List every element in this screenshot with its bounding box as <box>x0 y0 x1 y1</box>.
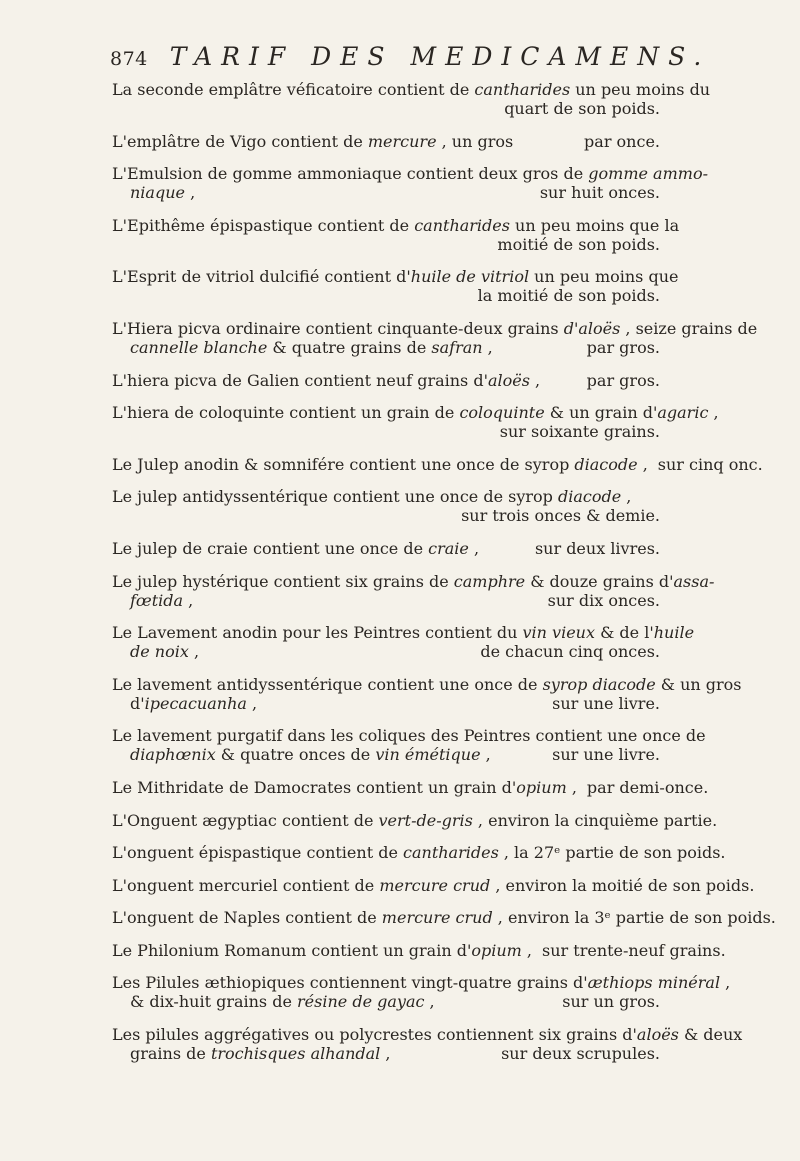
entry-italic-term: diacode <box>574 454 638 474</box>
tariff-entry <box>112 940 726 960</box>
entry-line-left <box>112 623 694 642</box>
entry-line <box>112 810 718 830</box>
tariff-entry <box>112 267 679 306</box>
entry-line <box>112 623 695 643</box>
entry-line-left <box>130 694 257 713</box>
entry-line <box>112 1025 743 1045</box>
entry-text: un peu moins que <box>529 267 679 287</box>
entry-line-left <box>130 642 199 661</box>
entry-line <box>112 215 680 235</box>
entry-italic-term: trochisques alhandal <box>210 1044 381 1064</box>
entry-italic-term: camphre <box>453 571 526 591</box>
tariff-entry <box>112 80 711 118</box>
entry-line-left <box>112 941 532 960</box>
entry-line-right: de chacun cinq onces. <box>480 642 660 662</box>
entry-italic-term: opium <box>471 940 522 960</box>
entry-text: , environ la 3ᵉ partie de son poids. <box>492 908 776 928</box>
entry-line <box>112 132 660 151</box>
entry-text: & quatre grains de <box>267 337 432 357</box>
entry-italic-term: cantharides <box>403 843 499 863</box>
entry-line-right: moitié de son poids. <box>497 234 660 254</box>
entry-italic-term: opium <box>516 777 567 797</box>
entry-italic-term: mercure <box>367 131 437 151</box>
entry-line-right: sur dix onces. <box>547 590 660 610</box>
entry-line <box>112 267 679 287</box>
entry-line <box>112 1044 660 1063</box>
entry-text: , environ la cinquième partie. <box>472 810 718 830</box>
entry-line-left <box>112 778 577 797</box>
entry-line-left <box>112 726 706 745</box>
entry-text: L'emplâtre de Vigo contient de <box>112 131 368 151</box>
entry-italic-term: huile de vitriol <box>410 267 530 287</box>
entry-line <box>112 286 660 305</box>
entry-line <box>112 973 731 993</box>
entry-text: L'onguent mercuriel contient de <box>112 875 380 895</box>
entry-text: , <box>468 538 480 558</box>
entry-line-left <box>112 371 540 390</box>
entry-line-right: sur cinq onc. <box>657 454 763 474</box>
entry-italic-term: d'aloës <box>563 318 621 338</box>
entry-text: & dix-huit grains de <box>130 992 298 1012</box>
entry-line-left <box>112 216 679 235</box>
tariff-entry <box>112 164 708 203</box>
entry-text: La seconde emplâtre véficatoire contient de <box>112 80 475 99</box>
entry-line <box>112 843 726 863</box>
entry-text: L'Esprit de vitriol dulcifié contient d' <box>112 267 411 287</box>
entry-text: , <box>183 590 194 610</box>
entry-text: Les pilules aggrégatives ou polycrestes contiennent six grains d' <box>112 1025 637 1045</box>
entry-line <box>112 235 660 254</box>
tariff-entry <box>112 908 776 928</box>
entry-text: Le julep antidyssentérique contient une once de syrop <box>112 487 558 507</box>
entry-text: L'hiera de coloquinte contient un grain de <box>112 403 460 423</box>
entry-line-left <box>130 745 491 764</box>
entry-italic-term: cantharides <box>414 215 510 235</box>
entry-line-right: sur une livre. <box>552 745 660 765</box>
entry-text: L'Onguent ægyptiac contient de <box>112 810 379 830</box>
entry-line-right: la moitié de son poids. <box>477 286 660 306</box>
tariff-entry <box>112 571 715 610</box>
entry-line-left <box>112 487 631 506</box>
entry-text: Le lavement antidyssentérique contient une once de <box>112 674 543 694</box>
entry-text: , <box>720 973 731 993</box>
page-header <box>110 42 711 76</box>
entry-italic-term: agaric <box>657 403 709 423</box>
entry-line <box>112 371 660 390</box>
entry-italic-term: syrop diacode <box>542 674 656 694</box>
entry-text: & de l' <box>594 623 654 643</box>
entry-text: & un gros <box>655 674 742 694</box>
entry-line-right: sur une livre. <box>552 693 660 713</box>
entry-line-left <box>112 132 513 151</box>
tariff-entry <box>112 371 660 390</box>
entry-line <box>112 777 709 797</box>
entry-line <box>112 183 660 202</box>
entry-text: Le lavement purgatif dans les coliques des Peintres contient une once de <box>112 726 706 746</box>
entry-italic-term: craie <box>428 538 469 558</box>
entry-text: , seize grains de <box>620 318 758 338</box>
entry-italic-term: vin émétique <box>375 745 481 765</box>
entry-text: , environ la moitié de son poids. <box>490 875 755 895</box>
tariff-entry <box>112 403 719 442</box>
entry-italic-term: cannelle blanche <box>130 337 268 357</box>
entry-text: Le Philonium Romanum contient un grain d' <box>112 940 472 960</box>
tariff-entry <box>112 539 660 558</box>
entry-line-left <box>112 811 717 830</box>
entry-text: , <box>482 337 493 357</box>
tariff-entry <box>112 215 680 254</box>
entry-text: L'Epithême épispastique contient de <box>112 215 415 235</box>
entry-line-left <box>112 80 710 99</box>
tariff-entry <box>112 843 726 863</box>
entry-line <box>112 726 706 746</box>
entry-line-left <box>112 267 678 286</box>
entry-line-left <box>130 338 493 357</box>
tariff-entry <box>112 726 706 765</box>
entry-line <box>112 745 660 764</box>
entry-line-right: sur deux livres. <box>534 538 660 558</box>
entry-line <box>112 940 726 960</box>
entry-text: , <box>184 183 196 203</box>
entry-line-right: sur deux scrupules. <box>501 1044 660 1064</box>
entry-line <box>112 539 660 558</box>
entry-line <box>112 591 660 610</box>
tariff-entry <box>112 318 758 357</box>
entry-italic-term: niaque <box>130 183 185 203</box>
tariff-entry <box>112 777 709 797</box>
entry-line <box>112 694 660 713</box>
entry-text: Le julep de craie contient une once de <box>112 538 429 558</box>
entry-line-right: par demi-once. <box>586 777 709 797</box>
entry-italic-term: diacode <box>558 487 622 507</box>
entry-line <box>112 422 660 441</box>
entry-italic-term: mercure crud <box>379 875 491 895</box>
entry-line <box>112 403 719 423</box>
entry-text: L'onguent épispastique contient de <box>112 843 404 863</box>
entry-line-right: sur un gros. <box>562 992 660 1012</box>
entry-italic-term: diaphœnix <box>130 745 216 765</box>
entry-line-right: sur huit onces. <box>539 183 660 203</box>
entry-line-right: sur trente-neuf grains. <box>542 940 726 960</box>
entry-line-left <box>112 455 648 474</box>
tariff-entry <box>112 487 660 525</box>
entry-line-left <box>112 539 479 558</box>
entry-line <box>112 506 660 525</box>
entry-italic-term: mercure crud <box>381 908 493 928</box>
entry-line <box>112 571 715 591</box>
entry-line <box>112 80 711 99</box>
entry-text: , <box>529 370 541 390</box>
tariff-entry <box>112 132 660 151</box>
entry-line <box>112 875 755 895</box>
entry-line-left <box>112 572 714 591</box>
entry-text: un peu moins du <box>570 80 711 99</box>
entry-line-left <box>112 1025 742 1044</box>
entry-line <box>112 318 758 338</box>
entry-line-left <box>112 164 708 183</box>
entry-line-left <box>112 403 719 422</box>
tariff-entry <box>112 674 742 713</box>
entry-line-left <box>130 1044 390 1063</box>
entry-line <box>112 992 660 1011</box>
entry-text: , un gros <box>436 131 514 151</box>
entry-text: & quatre onces de <box>215 745 376 765</box>
entry-italic-term: aloës <box>636 1025 679 1045</box>
entry-text: , <box>566 777 577 797</box>
entry-italic-term: safran <box>431 337 483 357</box>
entry-text: & deux <box>678 1025 743 1045</box>
entry-text: L'onguent de Naples contient de <box>112 908 382 928</box>
entry-line-left <box>112 973 730 992</box>
entry-text: L'hiera picva de Galien contient neuf grains d' <box>112 370 488 390</box>
entry-line-right: sur trois onces & demie. <box>461 506 660 526</box>
entry-text: un peu moins que la <box>509 215 680 235</box>
entry-italic-term: assa- <box>673 571 715 591</box>
entry-text: & un grain d' <box>544 403 658 423</box>
entry-line-left <box>130 591 193 610</box>
entry-text: , la 27ᵉ partie de son poids. <box>498 843 726 863</box>
entry-text: , <box>708 403 719 423</box>
entry-line-left <box>112 876 754 895</box>
entry-italic-term: vert-de-gris <box>378 810 473 830</box>
entry-text: , <box>380 1044 391 1064</box>
entry-line-left <box>112 843 726 862</box>
entry-line <box>112 487 660 506</box>
entry-italic-term: aloës <box>488 370 530 390</box>
entry-line <box>112 674 742 694</box>
entry-line-left <box>130 992 435 1011</box>
entry-line <box>112 338 660 357</box>
entry-text: grains de <box>130 1044 211 1064</box>
entry-text: , <box>637 454 648 474</box>
entry-line-right: par gros. <box>586 370 660 390</box>
entry-italic-term: cantharides <box>474 80 571 99</box>
entry-text: L'Hiera picva ordinaire contient cinquante-deux grains <box>112 318 564 338</box>
entry-text: L'Emulsion de gomme ammoniaque contient deux gros de <box>112 164 589 184</box>
entry-italic-term: fœtida <box>130 590 184 610</box>
entry-italic-term: æthiops minéral <box>587 973 721 993</box>
entry-italic-term: ipecacuanha <box>144 693 247 713</box>
entry-line-right: par once. <box>584 131 660 151</box>
page-number: 874 <box>110 48 148 70</box>
entry-line-right: par gros. <box>586 337 660 357</box>
entry-line-left <box>112 908 776 927</box>
entry-line-left <box>130 183 195 202</box>
entry-text: d' <box>130 693 145 713</box>
entry-text: Le Julep anodin & somnifére contient une once de syrop <box>112 454 575 474</box>
entry-line-left <box>112 675 742 694</box>
entry-text: , <box>246 693 258 713</box>
entry-text: Le julep hystérique contient six grains de <box>112 571 454 591</box>
entry-line <box>112 642 660 661</box>
entry-text: Le Lavement anodin pour les Peintres contient du <box>112 623 523 643</box>
entry-italic-term: résine de gayac <box>297 992 425 1012</box>
entry-text: , <box>480 745 491 765</box>
entry-line-right: quart de son poids. <box>504 99 660 118</box>
entry-line <box>112 99 660 118</box>
entry-italic-term: gomme ammo- <box>588 164 708 184</box>
entry-text: Le Mithridate de Damocrates contient un grain d' <box>112 777 517 797</box>
entry-line <box>112 454 763 474</box>
entry-line <box>112 164 708 184</box>
entry-text: , <box>521 940 533 960</box>
entry-italic-term: de noix <box>130 642 189 662</box>
entry-text: , <box>621 487 632 507</box>
tariff-entry <box>112 623 695 662</box>
entry-line-left <box>112 319 757 338</box>
running-title: TARIF DES MEDICAMENS. <box>169 42 711 71</box>
entry-italic-term: vin vieux <box>522 623 595 643</box>
tariff-entries <box>112 80 776 1077</box>
entry-text: Les Pilules æthiopiques contiennent vingt-quatre grains d' <box>112 973 588 993</box>
entry-line-right: sur soixante grains. <box>499 422 660 442</box>
tariff-entry <box>112 810 718 830</box>
tariff-entry <box>112 973 731 1012</box>
tariff-entry <box>112 454 763 474</box>
entry-italic-term: coloquinte <box>459 403 545 423</box>
entry-text: , <box>424 992 435 1012</box>
entry-text: , <box>188 642 200 662</box>
entry-text: & douze grains d' <box>525 571 674 591</box>
tariff-entry <box>112 1025 743 1064</box>
entry-line <box>112 908 776 928</box>
entry-italic-term: huile <box>653 623 695 643</box>
tariff-entry <box>112 875 755 895</box>
